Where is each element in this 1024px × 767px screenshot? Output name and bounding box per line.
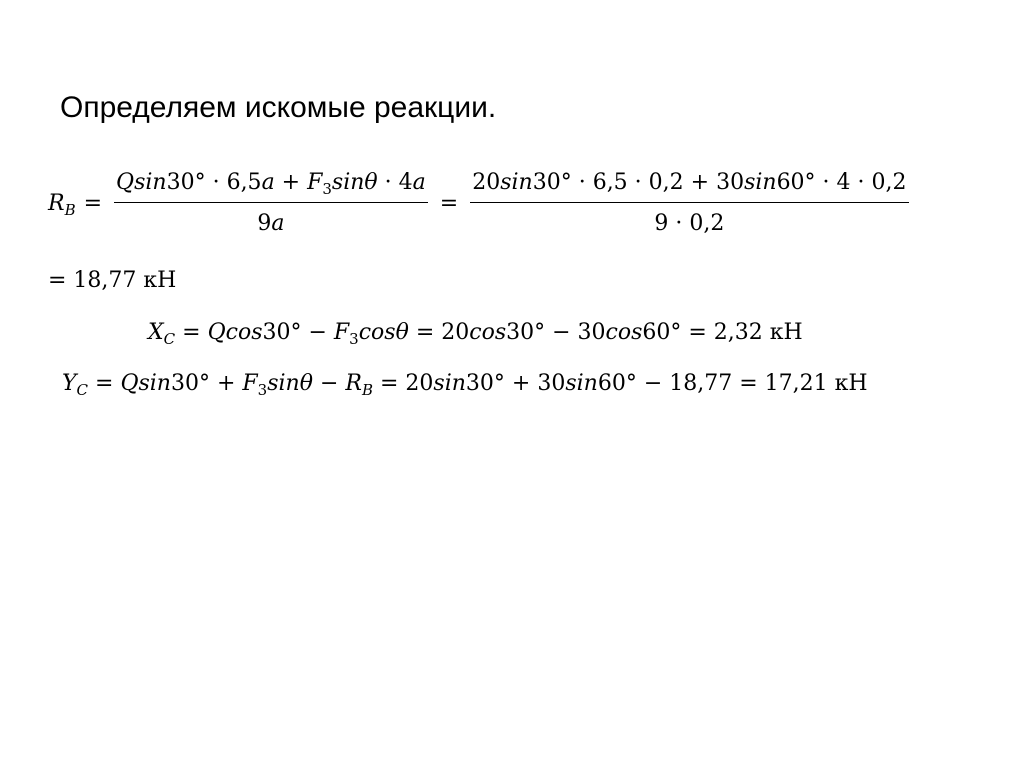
equals-sign: = (83, 190, 103, 216)
rb-numeric-denominator: 9 · 0,2 (654, 211, 725, 236)
rb-symbolic-fraction (114, 168, 428, 239)
rb-numeric-numerator: 20sin30° · 6,5 · 0,2 + 30sin60° · 4 · 0,2 (470, 168, 908, 203)
yc-equation (62, 369, 868, 399)
slide-title: Определяем искомые реакции. (60, 91, 497, 124)
rb-equation (48, 168, 913, 239)
xc-equation (148, 318, 803, 348)
rb-symbolic-denominator: 9a (257, 211, 285, 236)
yc-content: $Y_C = Qsin30^\circ + F_3\sin\theta - R_B = 20\sin 30^\circ + 30\sin 60^\circ - 18,77 = 17,21$ кН (62, 371, 868, 399)
rb-numeric-fraction (470, 168, 908, 239)
rb-lhs: $R_B$ (48, 190, 76, 219)
xc-content: $X_C = Qcos30^\circ - F_3\cos\theta = 20\cos 30^\circ - 30\cos 60^\circ = 2,32$ кН (148, 320, 803, 348)
equals-sign: = (439, 190, 459, 216)
rb-symbolic-numerator: $Qsin30^\circ \cdot 6,5a + F_3\sin\theta \cdot 4a$ (114, 168, 428, 203)
rb-result: = 18,77 кН (48, 268, 177, 293)
